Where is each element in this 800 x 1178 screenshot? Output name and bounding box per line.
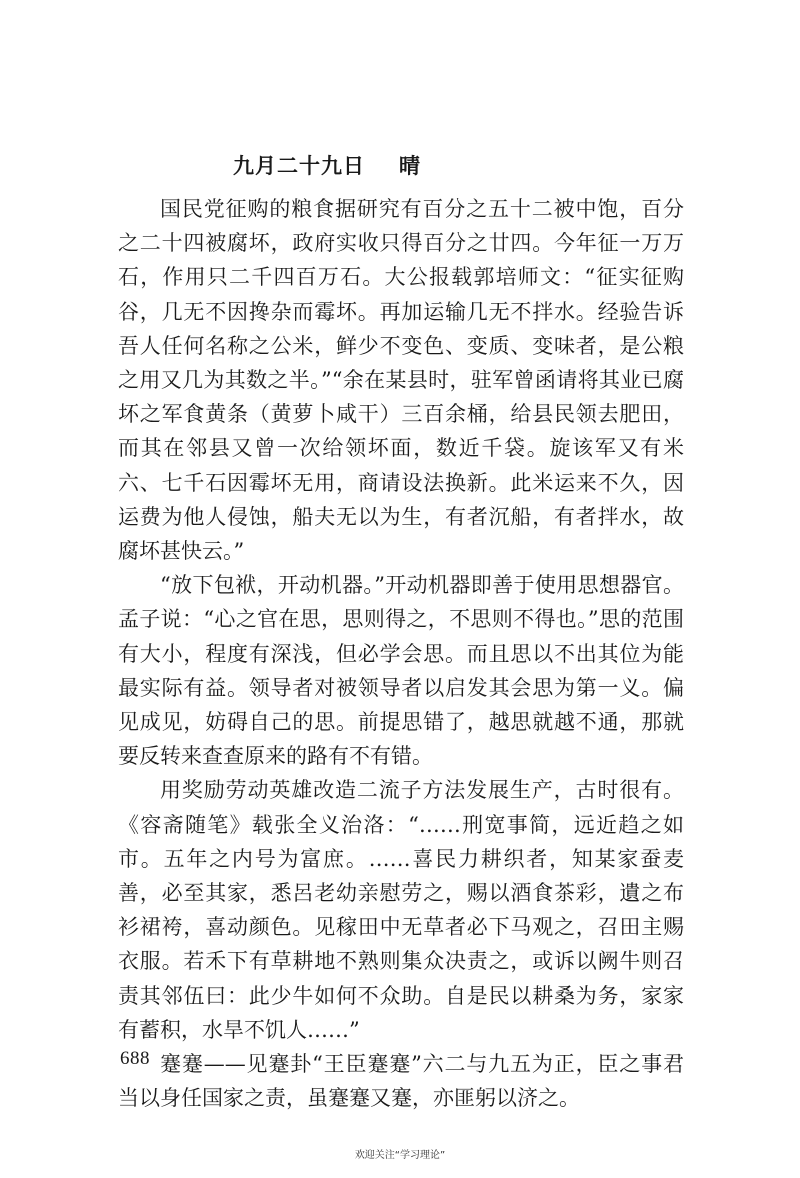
footer-note: 欢迎关注“学习理论” bbox=[354, 1150, 446, 1161]
paragraph-jian-hexagram: 蹇蹇——见蹇卦“王臣蹇蹇”六二与九五为正，臣之事君当以身任国家之责，虽蹇蹇又蹇，亦匪躬以济之。 bbox=[118, 1052, 684, 1111]
paragraph-start-machine: “放下包袱，开动机器。”开动机器即善于使用思想器官。孟子说：“心之官在思，思则得之，不思则不得也。”思的范围有大小，程度有深浅，但必学会思。而且思以不出其位为能最实际有益。领导者对被领导者以启发其会思为第一义。偏见成见，妨碍自己的思。前提思错了，越思就越不通，那就要反转来查查原来的路有不有错。 bbox=[118, 573, 684, 769]
diary-date: 九月二十九日 bbox=[233, 153, 365, 178]
diary-body bbox=[118, 192, 684, 1115]
diary-heading bbox=[233, 150, 421, 180]
page-number: 688 bbox=[120, 1048, 150, 1069]
diary-weather: 晴 bbox=[399, 153, 421, 178]
paragraph-grain-corruption: 国民党征购的粮食据研究有百分之五十二被中饱，百分之二十四被腐坏，政府实收只得百分之廿四。今年征一万万石，作用只二千四百万石。大公报载郭培师文：“征实征购谷，几无不因搀杂而霉坏。再加运输几无不拌水。经验告诉吾人任何名称之公米，鲜少不变色、变质、变味者，是公粮之用又几为其数之半。”“余在某县时，驻军曾函请将其业已腐坏之军食黄条（黄萝卜咸干）三百余桶，给县民领去肥田，而其在邻县又曾一次给领坏面，数近千袋。旋该军又有米六、七千石因霉坏无用，商请设法换新。此米运来不久，因运费为他人侵蚀，船夫无以为生，有者沉船，有者拌水，故腐坏甚快云。” bbox=[118, 197, 684, 564]
paragraph-labor-heroes: 用奖励劳动英雄改造二流子方法发展生产，古时很有。《容斋随笔》载张全义治洛：“……刑宽事简，远近趋之如市。五年之内号为富庶。……喜民力耕织者，知某家蚕麦善，必至其家，悉呂老幼亲慰劳之，赐以酒食茶彩，遺之布衫裙袴，喜动颜色。见稼田中无草者必下马观之，召田主赐衣服。若禾下有草耕地不熟则集众决责之，或诉以阙牛则召责其邻伍曰：此少牛如何不众助。自是民以耕桑为务，家家有蓄积，水旱不饥人……” bbox=[118, 778, 684, 1042]
